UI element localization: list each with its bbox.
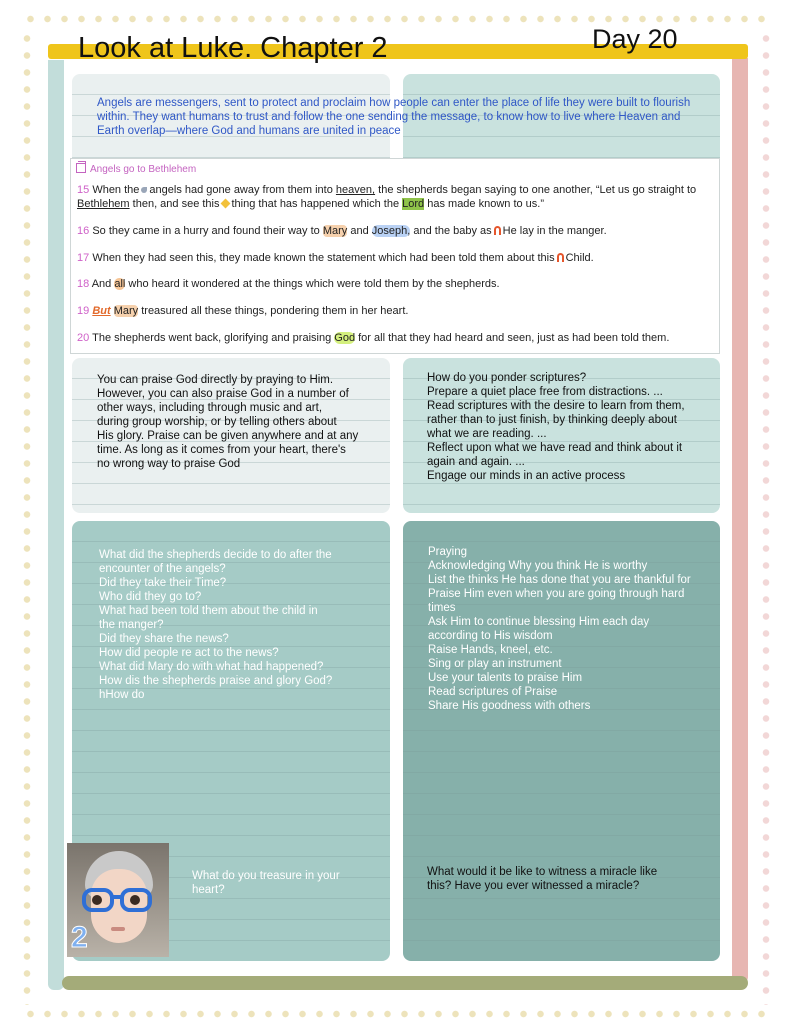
miracle-question: [427, 865, 657, 893]
list-item: Read scriptures of Praise: [428, 686, 558, 698]
verse-text: has made known to us.”: [427, 198, 545, 210]
arch-icon: [557, 253, 564, 262]
dotted-border-bottom: [22, 1008, 772, 1020]
highlighted-word-mary: Mary: [322, 225, 348, 237]
dotted-border-top: [22, 14, 772, 24]
question-line: What did the shepherds decide to do after the: [99, 549, 332, 561]
question-line: How dis the shepherds praise and glory God?: [99, 675, 333, 687]
section-heading: [76, 163, 196, 175]
list-item: List the thinks He has done that you are thankful for: [428, 574, 691, 586]
note-line: time. As long as it comes from your heart, there's: [97, 444, 346, 456]
question-line: How did people re act to the news?: [99, 647, 279, 659]
verse-text: The shepherds went back, glorifying and praising: [92, 332, 332, 344]
question-line: Did they share the news?: [99, 633, 229, 645]
note-line: Reflect upon what we have read and think about it: [427, 442, 683, 454]
highlighted-word-mary: Mary: [113, 305, 139, 317]
bottom-accent-bar: [62, 976, 748, 990]
diamond-icon: [220, 199, 230, 209]
question-line: What would it be like to witness a miracle like: [427, 866, 658, 878]
verse-18: [77, 277, 715, 291]
verse-text: angels had gone away from them into: [149, 184, 333, 196]
list-item: Share His goodness with others: [428, 700, 591, 712]
underlined-word-heaven: heaven,: [335, 184, 376, 196]
note-line: Prepare a quiet place free from distractions. ...: [427, 386, 663, 398]
note-line: rather than to just finish, by thinking deeply about: [427, 414, 677, 426]
list-item: Ask Him to continue blessing Him each day: [428, 616, 650, 628]
verse-number: 16: [77, 225, 90, 237]
question-line: What do you treasure in your: [192, 870, 340, 882]
list-item: Praise Him even when you are going through hard: [428, 588, 685, 600]
list-item: times: [428, 602, 456, 614]
list-item: Acknowledging Why you think He is worthy: [428, 560, 648, 572]
avatar-number-badge: 2: [71, 921, 88, 954]
list-item: according to His wisdom: [428, 630, 553, 642]
verse-text: and: [350, 225, 369, 237]
highlighted-word-lord: Lord: [402, 198, 425, 210]
avatar-glasses: [82, 888, 114, 912]
verse-text: So they came in a hurry and found their way to: [92, 225, 320, 237]
emphasized-word-but: But: [92, 305, 111, 317]
question-line: Did they take their Time?: [99, 577, 227, 589]
question-line: the manger?: [99, 619, 164, 631]
verse-text: When they had seen this, they made known the statement which had been told them about this: [92, 252, 555, 264]
ways-to-praise-list: [428, 545, 691, 713]
verse-number: 18: [77, 278, 90, 290]
scripture-card: [70, 158, 720, 354]
verse-text: thing that has happened which the: [231, 198, 400, 210]
angels-intro-note: Angels are messengers, sent to protect and proclaim how people can enter the place of life they were built to flourish within. They want humans to trust and follow the one sending the message, to know how to live where Heaven and Earth overlap—where God and humans are united in peace: [97, 97, 691, 137]
question-line: hHow do: [99, 689, 145, 701]
highlighted-word-god: God: [334, 332, 356, 344]
verse-text: for all that they had heard and seen, just as had been told them.: [358, 332, 670, 344]
list-item: Sing or play an instrument: [428, 658, 562, 670]
verse-number: 17: [77, 252, 90, 264]
verse-text: treasured all these things, pondering them in her heart.: [141, 305, 409, 317]
note-line: again and again. ...: [427, 456, 525, 468]
note-line: during group worship, or by telling others about: [97, 416, 337, 428]
page-title: Look at Luke. Chapter 2: [78, 32, 388, 64]
verse-16: [77, 224, 715, 238]
note-line: other ways, including through music and art,: [97, 402, 323, 414]
list-item: Praying: [428, 546, 467, 558]
ponder-note: [427, 371, 685, 483]
verse-text: He lay in the manger.: [502, 225, 607, 237]
verse-text: And: [91, 278, 112, 290]
question-line: heart?: [192, 884, 225, 896]
day-label: Day 20: [592, 24, 678, 54]
right-accent-bar: [732, 58, 748, 983]
left-accent-bar: [48, 60, 64, 990]
verse-19: [77, 304, 715, 318]
praise-note: [97, 373, 358, 471]
note-line: How do you ponder scriptures?: [427, 372, 587, 384]
note-line: However, you can also praise God in a number of: [97, 388, 349, 400]
verse-text: When the: [92, 184, 140, 196]
avatar-glasses-bridge: [112, 895, 122, 899]
avatar-mouth: [111, 927, 125, 931]
note-line: Engage our minds in an active process: [427, 470, 626, 482]
verse-15: [77, 183, 715, 211]
note-line: Read scriptures with the desire to learn from them,: [427, 400, 685, 412]
question-line: this? Have you ever witnessed a miracle?: [427, 880, 640, 892]
dotted-border-left: [22, 30, 32, 1005]
note-line: You can praise God directly by praying to Him.: [97, 374, 334, 386]
question-line: What did Mary do with what had happened?: [99, 661, 324, 673]
verse-text: the shepherds began saying to one another, “Let us go straight to: [378, 184, 697, 196]
underlined-word-bethlehem: Bethlehem: [77, 198, 130, 210]
verse-number: 20: [77, 332, 90, 344]
verse-text: then, and see this: [132, 198, 220, 210]
verse-text: and the baby as: [413, 225, 492, 237]
avatar-glasses: [120, 888, 152, 912]
verse-text: who heard it wondered at the things which were told them by the shepherds.: [128, 278, 500, 290]
highlighted-word-all: all: [114, 278, 126, 290]
note-line: no wrong way to praise God: [97, 458, 241, 470]
verse-number: 19: [77, 305, 90, 317]
verse-20: [77, 331, 715, 345]
verse-number: 15: [77, 184, 90, 196]
highlighted-word-joseph: Joseph,: [371, 225, 411, 237]
section-heading-text: Angels go to Bethlehem: [90, 164, 197, 175]
question-line: Who did they go to?: [99, 591, 202, 603]
question-line: What had been told them about the child in: [99, 605, 318, 617]
verse-17: [77, 251, 715, 265]
list-item: Raise Hands, kneel, etc.: [428, 644, 553, 656]
copy-icon: [76, 163, 86, 173]
note-line: what we are reading. ...: [427, 428, 547, 440]
list-item: Use your talents to praise Him: [428, 672, 583, 684]
memoji-avatar: [67, 843, 169, 957]
treasure-question: [192, 869, 340, 897]
question-line: encounter of the angels?: [99, 563, 226, 575]
arch-icon: [494, 226, 501, 235]
note-line: His glory. Praise can be given anywhere and at any: [97, 430, 359, 442]
verse-text: Child.: [565, 252, 594, 264]
study-questions: [99, 548, 332, 702]
dove-icon: [141, 187, 147, 193]
dotted-border-right: [760, 30, 772, 1005]
